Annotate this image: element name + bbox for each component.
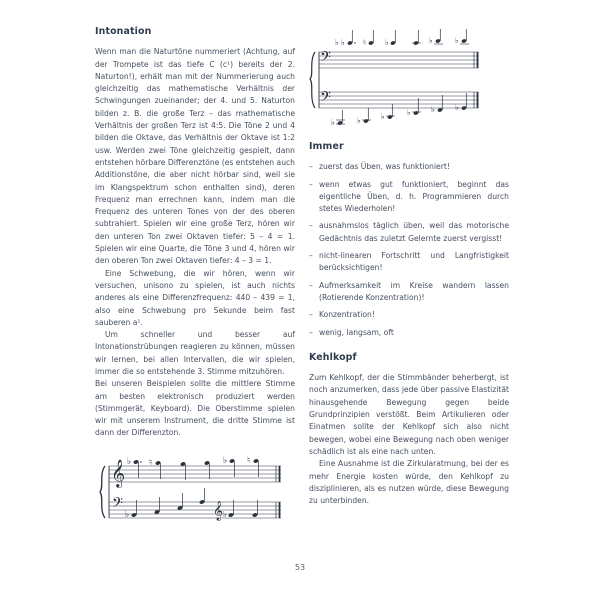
list-item: – zuerst das Üben, was funktioniert! <box>309 161 509 173</box>
svg-text:♭: ♭ <box>455 36 459 45</box>
svg-text:♭: ♭ <box>331 118 335 127</box>
svg-text:♭: ♭ <box>223 509 227 519</box>
list-item: – nicht-linearen Fortschritt und Langfristigkeit berücksichtigen! <box>309 250 509 275</box>
paragraph-intonation-1: Wenn man die Naturtöne nummeriert (Achtung, auf der Trompete ist das tiefe C (c¹) bereits der 2. Naturton!), erhält man mit der Nummerierung auch gleichzeitig das mathematische Verhältnis der Schwingungen zueinander; der 4. und 5. Naturton bilden z. B. die große Terz – das mathematische Verhältnis der großen Terz ist 4:5. Die Töne 2 und 4 bilden die Oktave, das Verhältnis der Oktave ist 1:2 usw. Werden zwei Töne gleichzeitig gespielt, dann entstehen hörbare Differenztöne (es entstehen auch Additionstöne, die aber nicht hörbar sind, weil sie im Klangspektrum schon enthalten sind), deren Frequenz man errechnen kann, indem man die Frequenz des unteren Tones von der des oberen subtrahiert. Spielen wir eine große Terz, hören wir den unteren Ton zwei Oktaven tiefer: 5 – 4 = 1. Spielen wir eine Quarte, die Töne 3 und 4, hören wir den oberen Ton zwei Oktaven tiefer: 4 – 3 = 1. <box>95 47 295 266</box>
treble-clef-icon: 𝄞 <box>111 458 126 487</box>
bass-clef-icon-upper: 𝄢 <box>320 49 331 69</box>
final-barline <box>474 52 478 108</box>
list-item: – wenn etwas gut funktioniert, beginnt das eigentliche Üben, d. h. Programmieren durch stetes Wiederholen! <box>309 179 509 216</box>
music-score-bottom-left <box>95 454 295 534</box>
svg-text:♭: ♭ <box>125 509 130 520</box>
svg-text:♭: ♭ <box>335 38 339 47</box>
svg-text:♮: ♮ <box>363 38 366 47</box>
svg-text:♭: ♭ <box>429 36 433 45</box>
immer-list <box>309 161 509 339</box>
svg-text:♮: ♮ <box>247 455 251 466</box>
bass-clef-icon: 𝄢 <box>112 494 123 515</box>
section-heading-kehlkopf: Kehlkopf <box>309 351 357 363</box>
list-item: – Aufmerksamkeit im Kreise wandern lassen (Rotierende Konzentration)! <box>309 280 509 305</box>
section-heading-immer: Immer <box>309 141 344 152</box>
list-item: – ausnahmslos täglich üben, weil das motorische Gedächtnis das zuletzt Gelernte zuerst vergisst! <box>309 220 509 245</box>
svg-text:♭: ♭ <box>127 456 132 467</box>
paragraph-kehlkopf-1: Zum Kehlkopf, der die Stimmbänder beherbergt, ist noch anzumerken, dass jede über passive Elastizität hinausgehende Bewegung gegen beide Grundprinzipien verstößt. Beim Artikulieren oder Einatmen sollte der Kehlkopf sich also nicht bewegen, wobei eine Bewegung nach oben weniger schädlich ist als eine nach unten. <box>309 373 509 456</box>
page-number: 53 <box>294 563 306 572</box>
two-column-layout <box>95 26 510 534</box>
paragraph-intonation-3: Um schneller und besser auf Intonationstrübungen reagieren zu können, müssen wir lernen, bei allen Intervallen, die wir spielen, immer die so entstehende 3. Stimme mitzuhören. <box>95 330 295 376</box>
paragraph-intonation-4: Bei unseren Beispielen sollte die mittlere Stimme am besten elektronisch produziert werden (Stimmgerät, Keyboard). Die Oberstimme spielen wir mit unserem Instrument, die dritte Stimme ist dann der Differenzton. <box>95 379 295 438</box>
paragraph-intonation-2: Eine Schwebung, die wir hören, wenn wir versuchen, unisono zu spielen, ist auch nichts anderes als eine Differenzfrequenz: 440 – 439 = 1, also eine Schwebung pro Sekunde beim fast sauberen a¹. <box>95 268 295 327</box>
svg-text:♭: ♭ <box>223 455 228 466</box>
svg-text:♭: ♭ <box>341 38 345 47</box>
svg-text:♭: ♭ <box>407 108 411 117</box>
left-column <box>95 26 295 534</box>
svg-text:♭: ♭ <box>431 105 435 114</box>
right-column <box>309 26 509 507</box>
brace-icon <box>310 52 315 108</box>
music-score-top-right <box>309 28 509 128</box>
svg-text:♭: ♭ <box>357 116 361 125</box>
brace-icon <box>100 466 105 518</box>
svg-text:♭: ♭ <box>455 103 459 112</box>
svg-text:𝄞: 𝄞 <box>213 500 224 521</box>
svg-text:♮: ♮ <box>149 457 153 468</box>
list-item: – Konzentration! <box>309 309 509 321</box>
svg-text:♭: ♭ <box>381 112 385 121</box>
section-heading-intonation: Intonation <box>95 26 152 37</box>
bass-clef-icon-lower: 𝄢 <box>320 89 331 109</box>
paragraph-kehlkopf-2: Eine Ausnahme ist die Zirkularatmung, bei der es mehr Energie kosten würde, den Kehlkopf zu disziplinieren, als es nutzen würde, diese Bewegung zu unterbinden. <box>309 459 509 506</box>
list-item: – wenig, langsam, oft <box>309 327 509 339</box>
svg-text:♭: ♭ <box>385 38 389 47</box>
